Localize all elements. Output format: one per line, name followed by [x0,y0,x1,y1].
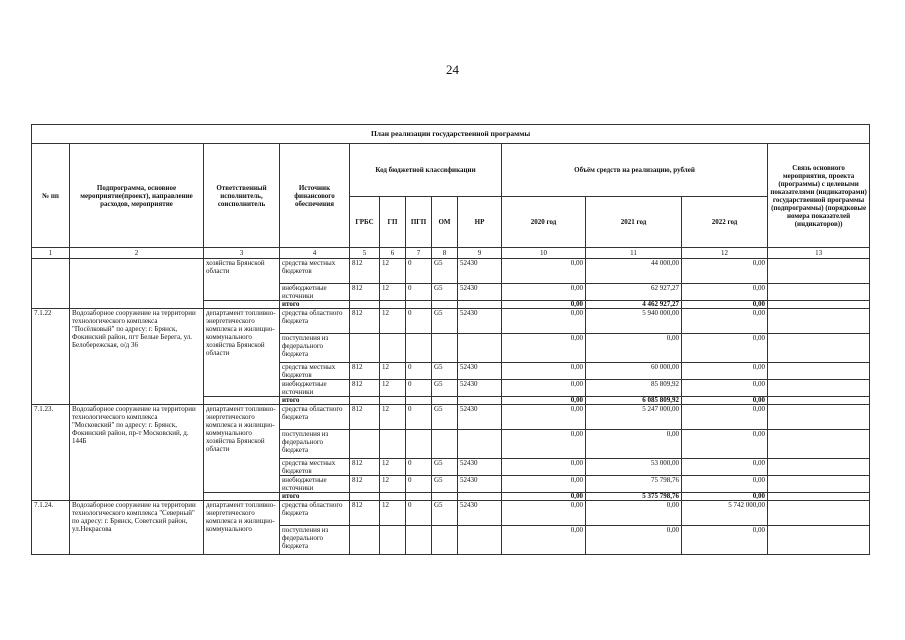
amount-2022: 0,00 [682,259,768,284]
funding-source: средства местных бюджетов [280,363,350,380]
program-plan-table [31,124,870,555]
amount-2021: 53 000,00 [586,459,682,476]
column-number: 9 [458,248,502,259]
indicator-link [768,459,870,476]
amount-2021: 60 000,00 [586,363,682,380]
funding-source: средства местных бюджетов [280,459,350,476]
total-2021: 4 462 927,27 [586,301,682,309]
indicator-link [768,501,870,526]
column-number: 5 [350,248,380,259]
amount-2020: 0,00 [502,363,586,380]
code-grbs [350,397,380,405]
code-grbs [350,301,380,309]
code-pgp: 0 [406,380,432,397]
code-grbs: 812 [350,405,380,430]
code-pgp: 0 [406,459,432,476]
code-pgp: 0 [406,501,432,526]
total-label: итого [280,397,350,405]
total-2021: 6 085 809,92 [586,397,682,405]
page-number: 24 [446,62,459,77]
amount-2021: 0,00 [586,501,682,526]
header-2020: 2020 год [502,197,586,248]
amount-2021: 5 247 000,00 [586,405,682,430]
amount-2022: 0,00 [682,476,768,493]
code-nr: 52430 [458,405,502,430]
code-pgp [406,526,432,555]
code-gp: 12 [380,501,406,526]
indicator-link [768,397,870,405]
code-nr: 52430 [458,284,502,301]
total-label: итого [280,493,350,501]
code-om: G5 [432,380,458,397]
funding-source: средства областного бюджета [280,405,350,430]
column-number: 13 [768,248,870,259]
funding-source: поступления из федерального бюджета [280,430,350,459]
table-title: План реализации государственной программы [32,125,870,144]
code-pgp: 0 [406,405,432,430]
code-om [432,493,458,501]
code-grbs: 812 [350,501,380,526]
column-number: 10 [502,248,586,259]
code-om: G5 [432,259,458,284]
total-2022: 0,00 [682,397,768,405]
amount-2022: 0,00 [682,309,768,334]
amount-2020: 0,00 [502,476,586,493]
code-nr [458,526,502,555]
code-nr [458,493,502,501]
amount-2021: 0,00 [586,430,682,459]
table-row [32,259,870,284]
activity-name [70,259,204,309]
header-pgp: ПГП [406,197,432,248]
funding-source: поступления из федерального бюджета [280,334,350,363]
code-nr: 52430 [458,476,502,493]
funding-source: средства областного бюджета [280,501,350,526]
code-nr [458,397,502,405]
code-nr: 52430 [458,501,502,526]
code-pgp: 0 [406,284,432,301]
column-number: 3 [204,248,280,259]
indicator-link [768,334,870,363]
header-amount: Объём средств на реализацию, рублей [502,144,768,197]
responsible-executor [204,397,280,405]
code-grbs [350,493,380,501]
amount-2020: 0,00 [502,459,586,476]
table-row [32,309,870,334]
amount-2022: 0,00 [682,334,768,363]
amount-2022: 0,00 [682,380,768,397]
header-nr: НР [458,197,502,248]
code-nr: 52430 [458,363,502,380]
responsible-executor [204,301,280,309]
code-gp: 12 [380,363,406,380]
code-nr: 52430 [458,459,502,476]
header-om: ОМ [432,197,458,248]
indicator-link [768,493,870,501]
amount-2020: 0,00 [502,309,586,334]
header-program: Подпрограмма, основное мероприятие(проект), направление расходов, мероприятие [70,144,204,248]
amount-2020: 0,00 [502,405,586,430]
amount-2022: 0,00 [682,363,768,380]
indicator-link [768,405,870,430]
row-number [32,259,70,309]
code-pgp: 0 [406,309,432,334]
amount-2022: 0,00 [682,430,768,459]
amount-2020: 0,00 [502,526,586,555]
code-om [432,430,458,459]
code-gp [380,430,406,459]
amount-2020: 0,00 [502,334,586,363]
funding-source: внебюджетные источники [280,476,350,493]
indicator-link [768,363,870,380]
amount-2021: 5 940 000,00 [586,309,682,334]
column-number: 2 [70,248,204,259]
code-gp: 12 [380,259,406,284]
column-number: 12 [682,248,768,259]
code-om [432,526,458,555]
header-gp: ГП [380,197,406,248]
code-om [432,397,458,405]
table-body [32,259,870,555]
table-row [32,501,870,526]
total-2020: 0,00 [502,493,586,501]
total-2021: 5 375 798,76 [586,493,682,501]
funding-source: средства местных бюджетов [280,259,350,284]
header-source: Источник финансового обеспечения [280,144,350,248]
code-om: G5 [432,363,458,380]
code-grbs [350,334,380,363]
code-grbs: 812 [350,363,380,380]
code-nr: 52430 [458,380,502,397]
code-grbs: 812 [350,259,380,284]
column-number: 8 [432,248,458,259]
amount-2021: 0,00 [586,526,682,555]
code-grbs: 812 [350,380,380,397]
amount-2020: 0,00 [502,284,586,301]
funding-source: внебюджетные источники [280,284,350,301]
code-pgp [406,397,432,405]
total-2022: 0,00 [682,301,768,309]
responsible-executor: хозяйства Брянской области [204,259,280,301]
code-grbs [350,430,380,459]
column-number: 4 [280,248,350,259]
code-om: G5 [432,501,458,526]
code-om: G5 [432,284,458,301]
indicator-link [768,284,870,301]
row-number: 7.1.24. [32,501,70,555]
total-label: итого [280,301,350,309]
code-gp [380,493,406,501]
code-nr: 52430 [458,309,502,334]
code-pgp [406,493,432,501]
amount-2022: 0,00 [682,459,768,476]
total-2020: 0,00 [502,301,586,309]
code-gp [380,397,406,405]
code-gp [380,334,406,363]
code-om [432,301,458,309]
responsible-executor [204,493,280,501]
header-budget-code: Код бюджетной классификации [350,144,502,197]
total-2020: 0,00 [502,397,586,405]
code-grbs [350,526,380,555]
code-gp: 12 [380,459,406,476]
amount-2022: 0,00 [682,284,768,301]
code-om [432,334,458,363]
header-2021: 2021 год [586,197,682,248]
code-nr: 52430 [458,259,502,284]
column-number: 11 [586,248,682,259]
code-pgp: 0 [406,259,432,284]
header-2022: 2022 год [682,197,768,248]
activity-name: Водозаборное сооружение на территории технологического комплекса "Московский" по адресу: г. Брянск, Фокинский район, пр-т Московский, д. 144Б [70,405,204,501]
funding-source: внебюджетные источники [280,380,350,397]
code-pgp: 0 [406,363,432,380]
code-gp: 12 [380,284,406,301]
indicator-link [768,309,870,334]
indicator-link [768,526,870,555]
column-number: 1 [32,248,70,259]
code-gp: 12 [380,476,406,493]
amount-2021: 0,00 [586,334,682,363]
row-number: 7.1.22 [32,309,70,405]
code-pgp [406,430,432,459]
code-nr [458,334,502,363]
indicator-link [768,476,870,493]
activity-name: Водозаборное сооружение на территории технологического комплекса "Северный" по адресу: г. Брянск, Советский район, ул.Некрасова [70,501,204,555]
total-2022: 0,00 [682,493,768,501]
indicator-link [768,301,870,309]
funding-source: поступления из федерального бюджета [280,526,350,555]
header-responsible: Ответственный исполнитель, соисполнитель [204,144,280,248]
code-pgp [406,334,432,363]
amount-2022: 5 742 000,00 [682,501,768,526]
code-grbs: 812 [350,284,380,301]
code-gp [380,301,406,309]
code-gp: 12 [380,380,406,397]
code-nr [458,301,502,309]
header-grbs: ГРБС [350,197,380,248]
amount-2020: 0,00 [502,430,586,459]
amount-2021: 85 809,92 [586,380,682,397]
responsible-executor: департамент топливно-энергетического комплекса и жилищно-коммунального хозяйства Брянской области [204,405,280,493]
code-gp: 12 [380,405,406,430]
code-gp: 12 [380,309,406,334]
code-om: G5 [432,309,458,334]
amount-2021: 44 000,00 [586,259,682,284]
code-grbs: 812 [350,459,380,476]
code-grbs: 812 [350,476,380,493]
table-row [32,405,870,430]
amount-2020: 0,00 [502,501,586,526]
code-om: G5 [432,459,458,476]
amount-2020: 0,00 [502,259,586,284]
code-pgp [406,301,432,309]
amount-2022: 0,00 [682,405,768,430]
responsible-executor: департамент топливно-энергетического комплекса и жилищно-коммунального [204,501,280,555]
responsible-executor: департамент топливно-энергетического комплекса и жилищно-коммунального хозяйства Брянской области [204,309,280,397]
code-grbs: 812 [350,309,380,334]
indicator-link [768,380,870,397]
indicator-link [768,430,870,459]
amount-2022: 0,00 [682,526,768,555]
column-number-row [32,248,870,259]
row-number: 7.1.23. [32,405,70,501]
funding-source: средства областного бюджета [280,309,350,334]
code-pgp: 0 [406,476,432,493]
column-number: 6 [380,248,406,259]
header-no: № пп [32,144,70,248]
activity-name: Водозаборное сооружение на территории технологического комплекса "Посёлковый" по адресу: г. Брянск, Фокинский район, пгт Белые Берега, ул. Белобережская, о/д 36 [70,309,204,405]
amount-2021: 75 798,76 [586,476,682,493]
code-om: G5 [432,476,458,493]
code-om: G5 [432,405,458,430]
column-number: 7 [406,248,432,259]
indicator-link [768,259,870,284]
amount-2020: 0,00 [502,380,586,397]
header-link: Связь основного мероприятия, проекта (программы) с целевыми показателями (индикаторами) государственной программы (подпрограммы) (порядковые номера показателей (индикаторов)) [768,144,870,248]
amount-2021: 62 927,27 [586,284,682,301]
code-gp [380,526,406,555]
code-nr [458,430,502,459]
